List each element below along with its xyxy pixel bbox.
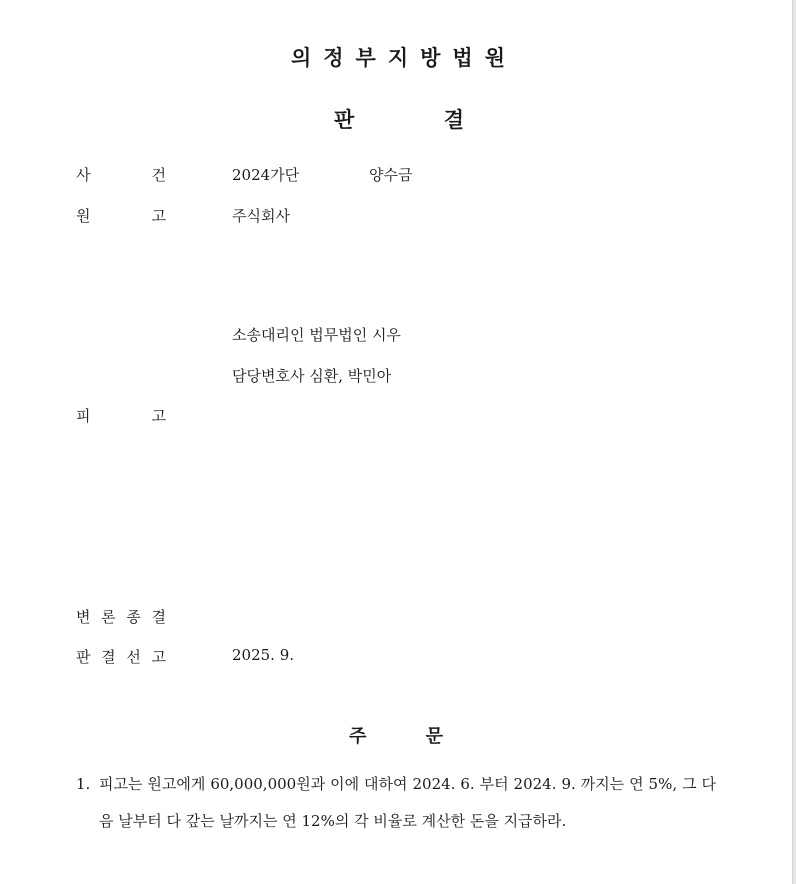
case-label <box>76 164 166 185</box>
order-title-part1: 주 <box>349 726 367 747</box>
case-label-part1: 사 <box>76 166 91 184</box>
order-item-number: 1. <box>76 775 91 793</box>
order-item-text: 피고는 원고에게 60,000,000원과 이에 대하여 2024. 6. 부터 2024. 9. 까지는 연 5%, 그 다음 날부터 다 갚는 날까지는 연 12%의 각 비율로 계산한 돈을 지급하라. <box>99 775 716 830</box>
court-name: 의정부지방법원 <box>290 46 517 70</box>
page-edge <box>792 0 796 884</box>
judgment-date-char: 판 <box>76 648 91 666</box>
plaintiff-label <box>76 205 166 226</box>
hearing-end-char: 변 <box>76 608 91 626</box>
order-item <box>76 766 716 840</box>
case-number: 2024가단 <box>232 166 300 184</box>
defendant-label-part2: 고 <box>151 407 166 425</box>
judgment-date-label <box>76 646 166 667</box>
plaintiff-label-part2: 고 <box>151 207 166 225</box>
judgment-date-char: 고 <box>151 648 166 666</box>
case-label-part2: 건 <box>151 166 166 184</box>
hearing-end-char: 결 <box>151 608 166 626</box>
order-title-part2: 문 <box>425 726 443 747</box>
document-title-part1: 판 <box>334 108 355 132</box>
case-type: 양수금 <box>369 166 413 184</box>
defendant-label-part1: 피 <box>76 407 91 425</box>
defendant-label <box>76 405 166 426</box>
order-section-title <box>349 722 443 748</box>
plaintiff-attorney: 소송대리인 법무법인 시우 <box>232 326 401 344</box>
document-title <box>334 104 464 134</box>
judgment-date-char: 선 <box>126 648 141 666</box>
hearing-end-char: 론 <box>101 608 116 626</box>
judgment-date-char: 결 <box>101 648 116 666</box>
hearing-end-char: 종 <box>126 608 141 626</box>
judgment-date-value: 2025. 9. <box>232 646 295 664</box>
plaintiff-lawyers: 담당변호사 심환, 박민아 <box>232 367 392 385</box>
document-title-part2: 결 <box>443 108 464 132</box>
plaintiff-name: 주식회사 <box>232 207 290 225</box>
hearing-end-label <box>76 606 166 627</box>
plaintiff-label-part1: 원 <box>76 207 91 225</box>
